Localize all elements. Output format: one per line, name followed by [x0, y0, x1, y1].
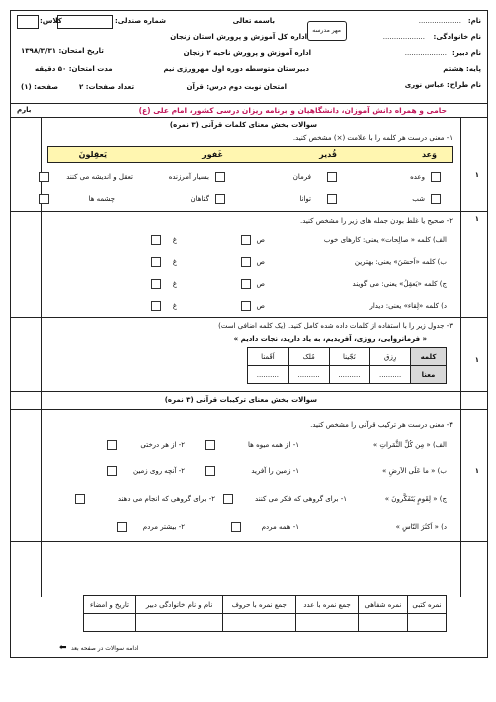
divider	[11, 391, 487, 392]
checkbox[interactable]	[39, 194, 49, 204]
score-table-header: تاریخ و امضاء	[84, 596, 136, 614]
checkbox[interactable]	[215, 172, 225, 182]
false-label: غ	[172, 280, 177, 288]
checkbox[interactable]	[431, 194, 441, 204]
tf-item: ب) کلمه «اَحسَنَ» یعنی: بهترین	[354, 258, 447, 266]
teacher-dots: ...................	[404, 49, 447, 57]
true-label: ص	[256, 236, 265, 244]
q2-text: ۲- صحیح یا غلط بودن جمله های زیر را مشخص کنید.	[300, 217, 453, 225]
section1-title: سوالات بخش معنای کلمات قرآنی (۳ نمره)	[169, 121, 317, 129]
true-checkbox[interactable]	[241, 235, 251, 245]
meaning: وعده	[410, 173, 425, 181]
class-box[interactable]	[17, 15, 39, 29]
meaning: چشمه ها	[88, 195, 115, 203]
score: ۱	[474, 215, 479, 223]
false-checkbox[interactable]	[151, 279, 161, 289]
phrase: ب) « ما عَلَی الاَرضِ »	[381, 467, 447, 475]
column-line	[41, 117, 42, 597]
true-checkbox[interactable]	[241, 257, 251, 267]
q3-text: ۳- جدول زیر را با استفاده از کلمات داده شده کامل کنید. (یک کلمه اضافی است)	[218, 322, 453, 330]
option-checkbox[interactable]	[75, 494, 85, 504]
option-checkbox[interactable]	[107, 466, 117, 476]
designer: نام طراح: عباس نوری	[404, 81, 481, 89]
score-table-header: جمع نمره با حروف	[223, 596, 296, 614]
answer-cell[interactable]: ..........	[248, 366, 289, 384]
meaning: شب	[412, 195, 425, 203]
banner-text: حامی و همراه دانش آموزان، دانشگاهیان و برنامه ریزان درسی کشور، امام علی (ع)	[138, 106, 447, 115]
score: ۱	[474, 356, 479, 364]
checkbox[interactable]	[39, 172, 49, 182]
divider	[11, 541, 487, 542]
exam-date: تاریخ امتحان: ۱۳۹۸/۳/۳۱	[21, 47, 104, 55]
divider	[11, 317, 487, 318]
option-checkbox[interactable]	[231, 522, 241, 532]
meaning: فرمان	[292, 173, 311, 181]
school-name: دبیرستان متوسطه دوره اول مهرورزی نیم	[163, 65, 309, 73]
seat-box[interactable]	[57, 15, 113, 29]
tf-item: د) کلمه «لِقاء» یعنی: دیدار	[369, 302, 447, 310]
option: ۱- برای گروهی که فکر می کنند	[255, 495, 347, 503]
table-header-meaning: معنا	[411, 366, 447, 384]
exam-duration: مدت امتحان: ۵۰ دقیقه	[35, 65, 113, 73]
score-cell[interactable]	[223, 614, 296, 632]
header	[11, 11, 487, 103]
score-header: بارم	[17, 106, 32, 114]
score-table	[83, 595, 447, 632]
option-checkbox[interactable]	[205, 466, 215, 476]
score-table-header: جمع نمره با عدد	[296, 596, 359, 614]
option: ۱- زمین را آفرید	[251, 467, 299, 475]
word-1: وَعد	[421, 150, 437, 159]
q4-text: ۴- معنی درست هر ترکیب قرآنی را مشخص کنید.	[310, 421, 453, 429]
word-bank: « فرمانروایی، روزی، آفریدیم، به یاد دارید، نجات دادیم »	[233, 335, 427, 343]
score-cell[interactable]	[84, 614, 136, 632]
table-cell: اَقَمنا	[248, 348, 289, 366]
meaning: بسیار آمرزنده	[168, 173, 209, 181]
phrase: الف) « مِن کُلِّ الثَّمَراتِ »	[372, 441, 447, 449]
arrow-left-icon: ⬅	[59, 643, 67, 653]
true-checkbox[interactable]	[241, 279, 251, 289]
exam-sheet	[10, 10, 488, 658]
basmala: باسمه تعالی	[232, 17, 275, 25]
org1: اداره کل آموزش و پرورش استان زنجان	[170, 33, 307, 41]
word-2: قُدیر	[319, 150, 337, 159]
banner	[11, 103, 487, 117]
option: ۲- آنچه روی زمین	[133, 467, 185, 475]
option: ۱- از همه میوه ها	[248, 441, 299, 449]
phrase: ج) « لِقَومٍ یَتَفَکَّرونَ »	[384, 495, 447, 503]
score-table-header: نمره شفاهی	[358, 596, 407, 614]
answer-cell[interactable]: ..........	[370, 366, 411, 384]
divider	[11, 211, 487, 212]
seat-label: شماره صندلی:	[115, 17, 166, 25]
option: ۲- بیشتر مردم	[142, 523, 185, 531]
true-checkbox[interactable]	[241, 301, 251, 311]
answer-cell[interactable]: ..........	[329, 366, 370, 384]
option-checkbox[interactable]	[107, 440, 117, 450]
phrase: د) « اَکثَرَ النّاسِ »	[395, 523, 447, 531]
option-checkbox[interactable]	[205, 440, 215, 450]
checkbox[interactable]	[327, 194, 337, 204]
table-header-word: کلمه	[411, 348, 447, 366]
answer-cell[interactable]: ..........	[288, 366, 329, 384]
footer-note: ادامه سوالات در صفحه بعد	[71, 645, 139, 652]
grade: پایه: هشتم	[443, 65, 481, 73]
table-cell: نَجّینا	[329, 348, 370, 366]
q1-text: ۱- معنی درست هر کلمه را با علامت (×) مشخص کنید.	[292, 134, 453, 142]
score: ۱	[474, 171, 479, 179]
checkbox[interactable]	[327, 172, 337, 182]
false-checkbox[interactable]	[151, 235, 161, 245]
table-cell: مُلک	[288, 348, 329, 366]
false-label: غ	[172, 236, 177, 244]
exam-title: امتحان نوبت دوم درس: قرآن	[186, 83, 287, 91]
score: ۱	[474, 467, 479, 475]
column-line	[460, 117, 461, 597]
option: ۲- برای گروهی که انجام می دهند	[117, 495, 215, 503]
false-checkbox[interactable]	[151, 257, 161, 267]
meaning: توانا	[299, 195, 311, 203]
score-table-header: نمره کتبی	[407, 596, 446, 614]
divider	[11, 409, 487, 410]
false-label: غ	[172, 302, 177, 310]
true-label: ص	[256, 302, 265, 310]
true-label: ص	[256, 280, 265, 288]
family-dots: ...................	[382, 33, 425, 41]
false-checkbox[interactable]	[151, 301, 161, 311]
fill-table	[247, 347, 447, 384]
teacher-label: نام دبیر:	[451, 49, 481, 57]
word-3: غَفور	[202, 150, 223, 159]
option-checkbox[interactable]	[117, 522, 127, 532]
org2: اداره آموزش و پرورش ناحیه ۲ زنجان	[183, 49, 311, 57]
option: ۱- همه مردم	[261, 523, 299, 531]
score-cell[interactable]	[407, 614, 446, 632]
table-cell: رِزق	[370, 348, 411, 366]
false-label: غ	[172, 258, 177, 266]
score-table-header: نام و نام خانوادگی دبیر	[135, 596, 222, 614]
option-checkbox[interactable]	[223, 494, 233, 504]
name-dots: ...................	[418, 17, 461, 25]
tf-item: ج) کلمه «یَعقِلُ» یعنی: می گویند	[352, 280, 447, 288]
pages-count: تعداد صفحات: ۲	[79, 83, 135, 91]
meaning: تعقل و اندیشه می کنند	[66, 173, 133, 181]
true-label: ص	[256, 258, 265, 266]
class-label: کلاس:	[40, 17, 62, 25]
section4-title: سوالات بخش معنای ترکیبات قرآنی (۳ نمره)	[164, 396, 317, 404]
score-cell[interactable]	[135, 614, 222, 632]
divider	[11, 117, 487, 118]
stamp-label: مهر مدرسه	[312, 27, 341, 34]
name-label: نام:	[467, 17, 481, 25]
score-cell[interactable]	[296, 614, 359, 632]
word-4: يَعقِلونَ	[78, 150, 107, 159]
family-label: نام خانوادگی:	[433, 33, 481, 41]
tf-item: الف) کلمه « صالِحات» یعنی: کارهای خوب	[323, 236, 447, 244]
words-row	[47, 146, 453, 163]
score-cell[interactable]	[358, 614, 407, 632]
checkbox[interactable]	[431, 172, 441, 182]
checkbox[interactable]	[215, 194, 225, 204]
meaning: گناهان	[190, 195, 209, 203]
option: ۲- از هر درختی	[140, 441, 185, 449]
page-number: صفحه: (۱)	[21, 83, 59, 91]
